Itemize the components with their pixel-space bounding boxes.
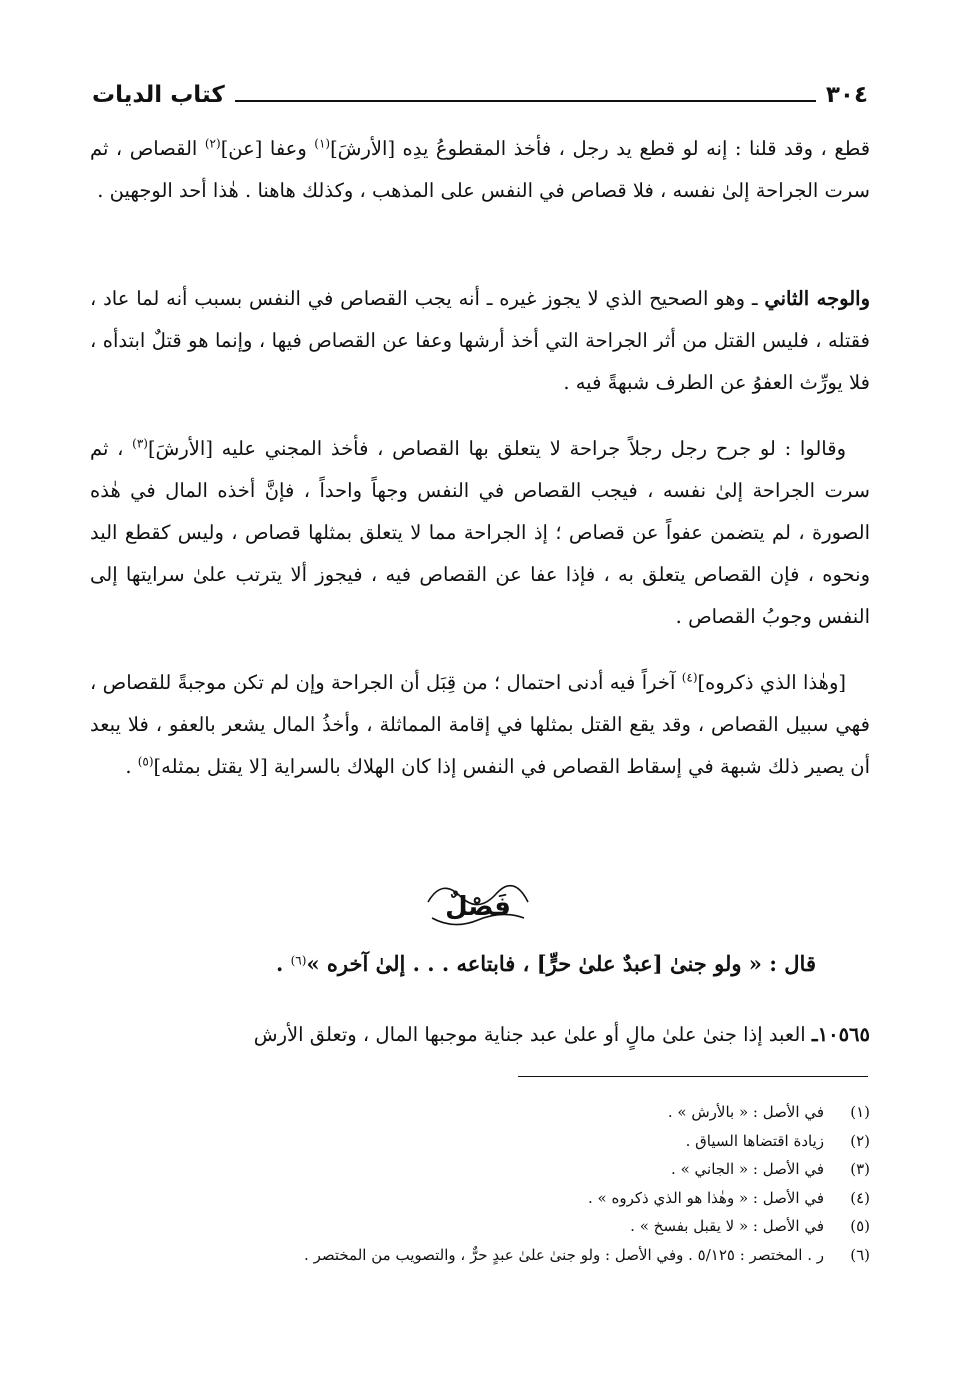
entry-10565 <box>90 1014 870 1056</box>
entry-number: ١٠٥٦٥ـ <box>811 1023 870 1046</box>
footnote-separator <box>518 1076 868 1077</box>
paragraph-4: [وهٰذا الذي ذكروه]$^{(٤)}$ آخراً فيه أدنى احتمال ؛ من قِبَل أن الجراحة وإن لم تكن موجبةً للقصاص ، فهي سبيل القصاص ، وقد يقع القتل بمثلها في إقامة المماثلة ، وأخذُ المال يشعر بالعفو ، فلا يبعد أن يصير ذلك شبهة في إسقاط القصاص في النفس إذا كان الهلاك بالسراية [لا يقتل بمثله]$^{(٥)}$ . <box>90 670 870 778</box>
page-header <box>92 80 868 114</box>
footnote-item: (٤) في الأصل : « وهٰذا هو الذي ذكروه » . <box>588 1188 870 1207</box>
footnote-ref-4: (٤) <box>681 670 698 685</box>
page-number: ٣٠٤ <box>825 82 868 108</box>
qal-text: قال : « ولو جنىٰ [عبدٌ علىٰ حرٍّ] ، فابتاعه . . . إلىٰ آخره » <box>306 951 816 976</box>
paragraph-2-lead: والوجه الثاني <box>764 287 870 310</box>
paragraph-3: وقالوا : لو جرح رجل رجلاً جراحة لا يتعلق بها القصاص ، فأخذ المجني عليه [الأرشَ]$^{(٣)}$ ، ثم سرت الجراحة إلىٰ نفسه ، فيجب القصاص في النفس وجهاً واحداً ، فإنَّ أخذه المال في هٰذه الصورة ، لم يتضمن عفواً عن قصاص ؛ إذ الجراحة مما لا يتعلق بمثلها قصاص ، وليس كقطع اليد ونحوه ، فإن القصاص يتعلق به ، فإذا عفا عن القصاص فيه ، فيجوز ألا يترتب علىٰ سرايتها إلى النفس وجوبُ القصاص . <box>90 436 870 628</box>
footnote-ref-1: (١) <box>314 136 331 151</box>
footnotes <box>80 1098 870 1269</box>
footnote-item: (٦) ر . المختصر : ٥/١٢٥ . وفي الأصل : ولو جنىٰ علىٰ عبدٍ حرٌّ ، والتصويب من المختصر . <box>304 1245 870 1264</box>
footnote-ref-3: (٣) <box>132 436 148 451</box>
footnote-item: (٢) زيادة اقتضاها السياق . <box>685 1131 870 1150</box>
paragraph-1: قطع ، وقد قلنا : إنه لو قطع يد رجل ، فأخذ المقطوعُ يدِه [الأرشَ]$^{(١)}$ وعفا [عن]$^{(٢)}$ القصاص ، ثم سرت الجراحة إلىٰ نفسه ، فلا قصاص في النفس على المذهب ، وكذلك هاهنا . هٰذا أحد الوجهين . <box>90 136 871 202</box>
paragraph-2: والوجه الثاني ـ وهو الصحيح الذي لا يجوز غيره ـ أنه يجب القصاص في النفس بسبب أنه لما عاد ، فقتله ، فليس القتل من أثر الجراحة التي أخذ أرشها وعفا عن القصاص فيها ، وإنما هو قتلٌ ابتدأه ، فلا يورِّث العفوُ عن الطرف شبهةً فيه . <box>90 287 870 394</box>
footnote-item: (١) في الأصل : « بالأرش » . <box>667 1103 870 1121</box>
header-rule <box>235 100 816 102</box>
qal-line: قال : « ولو جنىٰ [عبدٌ علىٰ حرٍّ] ، فابتاعه . . . إلىٰ آخره »$^{(٦)}$ . <box>275 951 816 976</box>
footnote-item: (٥) في الأصل : « لا يقبل بفسخ » . <box>630 1217 870 1235</box>
footnote-item: (٣) في الأصل : « الجاني » . <box>671 1160 870 1178</box>
fasl-ornament-heading <box>420 872 536 934</box>
book-title: كتاب الديات <box>92 82 225 108</box>
footnote-ref-6: (٦) <box>290 953 307 968</box>
fasl-label: فَصْلٌ <box>445 892 511 922</box>
footnote-ref-2: (٢) <box>204 136 221 151</box>
entry-text: العبد إذا جنىٰ علىٰ مالٍ أو علىٰ عبد جناية موجبها المال ، وتعلق الأرش <box>253 1023 812 1046</box>
footnote-ref-5: (٥) <box>137 754 154 769</box>
